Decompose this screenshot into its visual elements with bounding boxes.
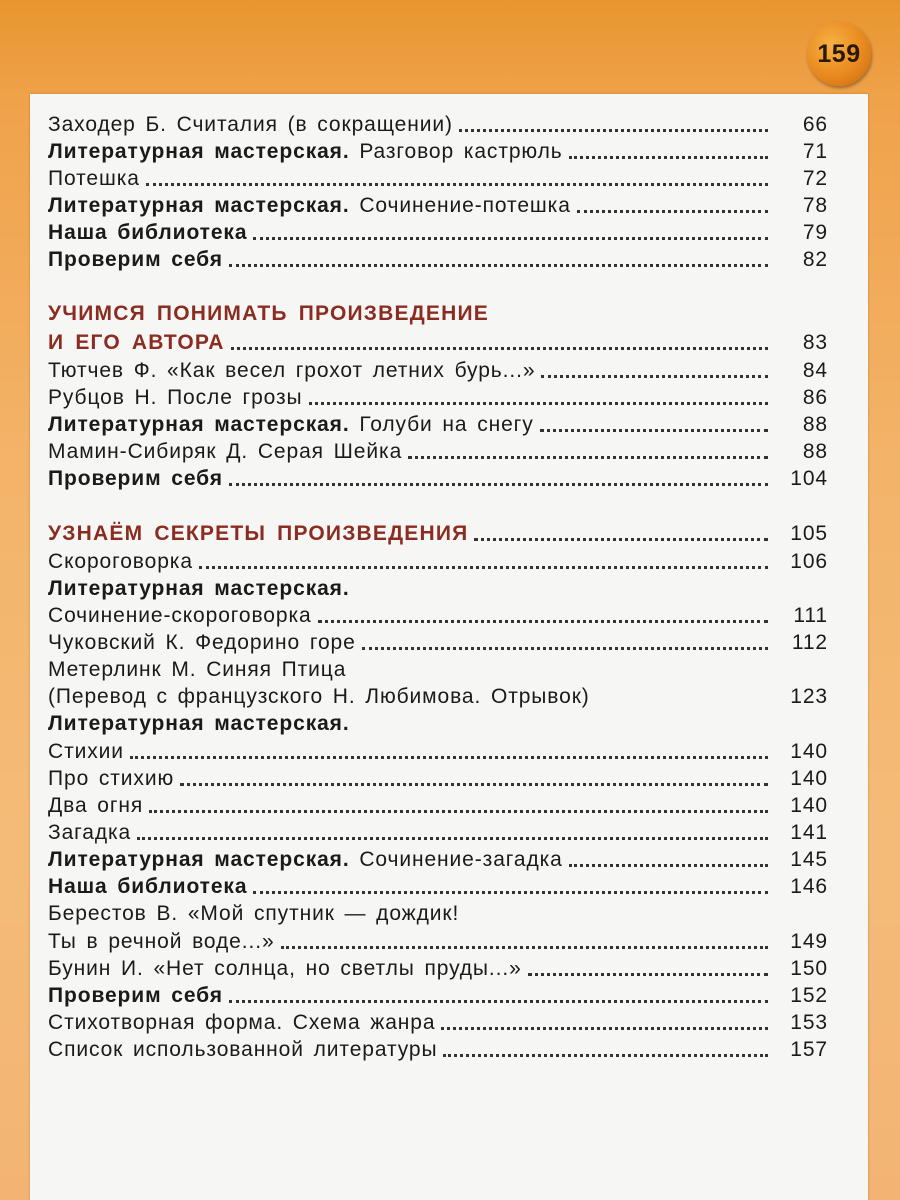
dot-leader <box>577 210 768 213</box>
entry-heading: Литературная мастерская. <box>48 712 350 735</box>
toc-entry <box>48 437 828 465</box>
dot-leader <box>231 347 768 350</box>
entry-heading: Литературная мастерская. <box>48 577 350 600</box>
section-heading-row <box>48 328 828 356</box>
entry-heading: Наша библиотека <box>48 875 248 898</box>
dot-leader <box>229 264 768 267</box>
toc-entry <box>48 1035 828 1063</box>
toc-entry <box>48 764 828 792</box>
toc-entry <box>48 655 828 683</box>
entry-title: Чуковский К. Федорино горе <box>48 631 356 654</box>
entry-page: 149 <box>790 930 828 953</box>
entry-title: Рубцов Н. После грозы <box>48 386 303 409</box>
entry-page: 72 <box>802 167 828 190</box>
entry-page: 105 <box>790 522 828 545</box>
dot-leader <box>309 402 768 405</box>
toc-entry <box>48 356 828 384</box>
toc-entry <box>48 628 828 656</box>
toc-entry <box>48 818 828 846</box>
entry-page: 111 <box>793 604 828 627</box>
dot-leader <box>137 837 768 840</box>
section-heading: УЗНАЁМ СЕКРЕТЫ ПРОИЗВЕДЕНИЯ <box>48 522 469 545</box>
section-heading-row <box>48 519 828 547</box>
toc-entry <box>48 845 828 873</box>
toc-entry <box>48 218 828 246</box>
entry-page: 82 <box>802 248 828 271</box>
toc-entry <box>48 191 828 219</box>
entry-page: 140 <box>790 767 828 790</box>
entry-page: 79 <box>802 221 828 244</box>
toc-entry <box>48 410 828 438</box>
entry-page: 145 <box>790 848 828 871</box>
toc-entry <box>48 245 828 273</box>
entry-page: 140 <box>790 740 828 763</box>
entry-title: Стихотворная форма. Схема жанра <box>48 1011 436 1034</box>
toc-entry <box>48 981 828 1009</box>
entry-page: 88 <box>802 413 828 436</box>
entry-page: 153 <box>790 1011 828 1034</box>
toc-entry <box>48 791 828 819</box>
dot-leader <box>130 756 768 759</box>
entry-title: Голуби на снегу <box>359 413 534 436</box>
toc-entry <box>48 927 828 955</box>
dot-leader <box>362 647 768 650</box>
toc-entry <box>48 383 828 411</box>
dot-leader <box>540 429 768 432</box>
entry-page: 112 <box>791 631 828 654</box>
entry-title: Берестов В. «Мой спутник — дождик! <box>48 902 460 925</box>
entry-title: Про стихию <box>48 767 175 790</box>
dot-leader <box>180 783 768 786</box>
entry-title: Два огня <box>48 794 144 817</box>
entry-title: Разговор кастрюль <box>359 140 563 163</box>
toc-entry <box>48 164 828 192</box>
dot-leader <box>569 156 768 159</box>
entry-page: 150 <box>790 957 828 980</box>
entry-page: 66 <box>802 113 828 136</box>
entry-heading: Литературная мастерская. <box>48 194 350 217</box>
toc-entry <box>48 110 828 138</box>
entry-title: Заходер Б. Считалия (в сокращении) <box>48 113 453 136</box>
dot-leader <box>459 129 768 132</box>
entry-heading: Проверим себя <box>48 984 223 1007</box>
entry-title: Тютчев Ф. «Как весел грохот летних бурь...» <box>48 359 536 382</box>
dot-leader <box>229 483 768 486</box>
toc-entry <box>48 954 828 982</box>
entry-page: 86 <box>802 386 828 409</box>
section-heading: И ЕГО АВТОРА <box>48 331 225 354</box>
toc-entry <box>48 709 828 737</box>
entry-page: 123 <box>790 685 828 708</box>
dot-leader <box>569 864 768 867</box>
entry-title: Загадка <box>48 821 132 844</box>
entry-heading: Литературная мастерская. <box>48 140 350 163</box>
toc-entry <box>48 899 828 927</box>
entry-title: Список использованной литературы <box>48 1038 438 1061</box>
dot-leader <box>253 891 768 894</box>
dot-leader <box>408 456 768 459</box>
entry-page: 141 <box>790 821 828 844</box>
entry-page: 146 <box>790 875 828 898</box>
entry-page: 157 <box>790 1038 828 1061</box>
entry-heading: Наша библиотека <box>48 221 248 244</box>
dot-leader <box>528 973 768 976</box>
entry-title: Стихии <box>48 740 124 763</box>
entry-heading: Литературная мастерская. <box>48 848 350 871</box>
toc-entry <box>48 737 828 765</box>
entry-page: 152 <box>790 984 828 1007</box>
contents-sheet <box>30 94 868 1200</box>
entry-title: Скороговорка <box>48 550 193 573</box>
toc-entry <box>48 137 828 165</box>
entry-page: 106 <box>790 550 828 573</box>
entry-title: (Перевод с французского Н. Любимова. Отрывок) <box>48 685 590 708</box>
entry-page: 83 <box>802 331 828 354</box>
entry-heading: Проверим себя <box>48 467 223 490</box>
dot-leader <box>318 620 768 623</box>
dot-leader <box>281 946 768 949</box>
entry-title: Метерлинк М. Синяя Птица <box>48 658 347 681</box>
entry-page: 84 <box>802 359 828 382</box>
entry-title: Мамин-Сибиряк Д. Серая Шейка <box>48 440 403 463</box>
dot-leader <box>441 1027 768 1030</box>
section-heading: УЧИМСЯ ПОНИМАТЬ ПРОИЗВЕДЕНИЕ <box>48 302 489 325</box>
entry-title: Бунин И. «Нет солнца, но светлы пруды...» <box>48 957 522 980</box>
toc-entry <box>48 682 828 710</box>
dot-leader <box>199 566 768 569</box>
entry-heading: Литературная мастерская. <box>48 413 350 436</box>
dot-leader <box>253 237 768 240</box>
entry-page: 104 <box>790 467 828 490</box>
dot-leader <box>474 538 768 541</box>
dot-leader <box>229 1000 768 1003</box>
page-number: 159 <box>807 22 871 86</box>
toc-entry <box>48 464 828 492</box>
entry-title: Сочинение-потешка <box>359 194 571 217</box>
entry-title: Ты в речной воде...» <box>48 930 275 953</box>
entry-page: 88 <box>802 440 828 463</box>
entry-page: 78 <box>802 194 828 217</box>
entry-title: Сочинение-скороговорка <box>48 604 312 627</box>
entry-title: Потешка <box>48 167 140 190</box>
dot-leader <box>146 183 768 186</box>
entry-heading: Проверим себя <box>48 248 223 271</box>
dot-leader <box>443 1054 768 1057</box>
toc-entry <box>48 574 828 602</box>
entry-title: Сочинение-загадка <box>359 848 563 871</box>
toc-entry <box>48 601 828 629</box>
toc-entry <box>48 872 828 900</box>
toc-entry <box>48 547 828 575</box>
dot-leader <box>149 810 768 813</box>
dot-leader <box>541 375 768 378</box>
toc-entry <box>48 1008 828 1036</box>
entry-page: 140 <box>790 794 828 817</box>
entry-page: 71 <box>802 140 828 163</box>
